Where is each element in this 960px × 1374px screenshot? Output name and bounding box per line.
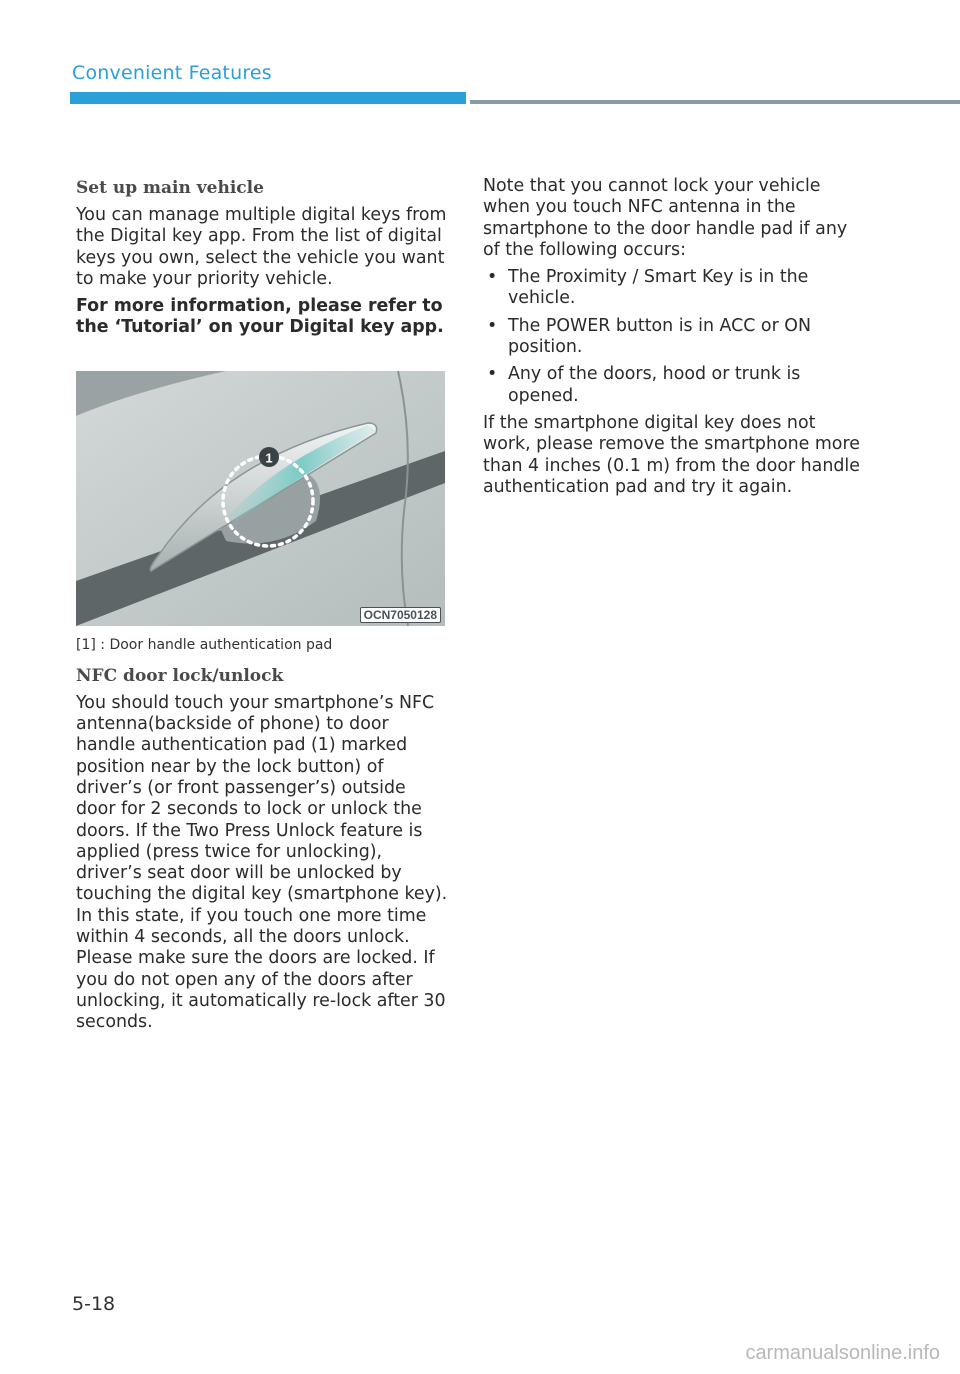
paragraph-nfc-instructions: You should touch your smartphone’s NFC antenna(backside of phone) to door handle authentication pad (1) marked position near by the lock button) of driver’s (or front passenger’s) outside door for 2 seconds to lock or unlock the doors. If the Two Press Unlock feature is applied (press twice for unlocking), driver’s seat door will be unlocked by touching the digital key (smartphone key). In this state, if you touch one more time within 4 seconds, all the doors unlock. Please make sure the doors are locked. If you do not open any of the doors after unlocking, it automatically re-lock after 30 seconds. [76,692,448,1033]
bullet-icon: • [487,267,498,288]
list-item [483,267,863,310]
list-item-text: The POWER button is in ACC or ON position. [508,315,811,358]
list-item [483,364,863,407]
figure-caption: [1] : Door handle authentication pad [76,636,333,653]
bullet-icon: • [487,364,498,385]
condition-list [483,267,863,407]
paragraph-manage-keys: You can manage multiple digital keys from the Digital key app. From the list of digital keys you own, select the vehicle you want to make your priority vehicle. [76,205,447,289]
paragraph-tutorial-note: For more information, please refer to the ‘Tutorial’ on your Digital key app. [76,296,444,338]
section-heading-nfc: NFC door lock/unlock [76,665,284,686]
door-handle-illustration [76,371,445,626]
bullet-icon: • [487,315,498,336]
list-item-text: Any of the doors, hood or trunk is opened. [508,364,801,406]
section-heading-main-vehicle: Set up main vehicle [76,178,264,198]
door-handle-figure [76,371,445,626]
right-column [483,176,863,504]
page-number: 5-18 [72,1293,116,1315]
paragraph-lock-conditions: Note that you cannot lock your vehicle when you touch NFC antenna in the smartphone to the door handle pad if any of the following occurs: [483,176,848,260]
watermark: carmanualsonline.info [745,1342,940,1364]
header-rule-blue [70,92,466,104]
callout-number: 1 [265,450,273,466]
left-column [76,176,448,1040]
paragraph-troubleshoot: If the smartphone digital key does not work, please remove the smartphone more than 4 inches (0.1 m) from the door handle authentication pad and try it again. [483,412,860,497]
list-item [483,316,863,359]
chapter-title: Convenient Features [72,62,272,84]
list-item-text: The Proximity / Smart Key is in the vehicle. [508,267,809,309]
header-rule-gray [470,100,960,104]
figure-code: OCN7050128 [360,607,441,623]
